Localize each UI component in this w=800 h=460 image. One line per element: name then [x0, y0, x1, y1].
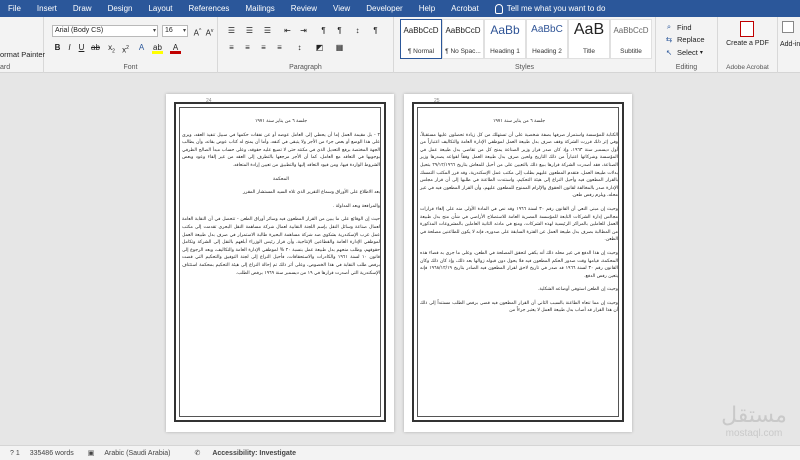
- align-center-icon[interactable]: ≡: [245, 43, 250, 52]
- select-label: Select: [677, 48, 698, 57]
- numbering-icon[interactable]: ☰: [245, 26, 254, 35]
- addins-group: [778, 17, 800, 73]
- page-number: 24: [206, 98, 212, 104]
- search-icon: ⌕: [666, 22, 672, 31]
- replace-icon: ⇆: [665, 35, 673, 44]
- multilevel-list-icon[interactable]: ☰: [263, 26, 272, 35]
- line-spacing-icon[interactable]: ↕: [297, 43, 302, 52]
- page-heading: جلسة ٦ من يناير سنة ١٩٧١: [492, 119, 546, 124]
- font-name-value: Arial (Body CS): [55, 27, 104, 34]
- font-name-combo[interactable]: [52, 25, 158, 37]
- style-name: Heading 1: [490, 48, 520, 55]
- ribbon-tab-bar: [0, 0, 800, 17]
- pdf-icon: [740, 21, 754, 37]
- clipboard-group-label: ard: [0, 64, 11, 71]
- style-heading-2[interactable]: [526, 19, 568, 59]
- shading-icon[interactable]: ◩: [315, 43, 324, 52]
- word-count[interactable]: 335486 words: [29, 449, 74, 457]
- addins-icon: [782, 21, 794, 33]
- accessibility-icon: ✆: [194, 450, 203, 457]
- chevron-down-icon: ▾: [182, 28, 186, 34]
- tab-file[interactable]: File: [8, 4, 21, 13]
- tab-view[interactable]: View: [333, 4, 351, 13]
- clipboard-group: [0, 17, 44, 73]
- tab-review[interactable]: Review: [290, 4, 318, 13]
- page-left[interactable]: [166, 94, 394, 432]
- section-heading: المحكمة: [273, 176, 289, 182]
- sort-icon[interactable]: ↕: [355, 26, 360, 35]
- grow-font-icon[interactable]: A^: [193, 28, 202, 38]
- underline-icon[interactable]: U: [78, 43, 85, 52]
- style-no-spacing[interactable]: [442, 19, 484, 59]
- tab-design[interactable]: Design: [107, 4, 133, 13]
- ribbon: [0, 17, 800, 73]
- watermark-arabic: مستقل: [721, 403, 787, 428]
- paragraph: حيث إن الوقائع على ما يبين من القرار المطعون فيه وسائر أوراق الطعن - تتحصل في أن النقابة العامة لعمال صناعة وسائل النقل بإسم اللجنة النقابية لعمال شركة مساهمة النقل البحري تقدمت إلى مكتب عمل غرب الإسكندرية بشكوى ضد شركة مساهمة البحيرة طالبة الاستمرار في صرف بدل طبيعة العمل لموظفي الإدارة العامة والقطاعين الإنتاجية، وأن قرار رئيس الوزراء أبلغهم بالنقل إلى الشركة وتكامل حقوقهم، وطلب منحهم بدل طبيعة عمل بنسبة ٢٠ % لموظفي الإدارة العامة والتكاليف، وبعد الرجوع إلى قانون ١٠ لسنة ١٩٦١ والكادرات والاستحقاقات، فأحيل النزاع إلى لجنة التوفيق والتحكيم التي قضت برفض طلب النقابة في هذا الخصوص، وعلى أثر ذلك تم إحالة النزاع إلى هيئة التحكيم بمحكمة استئناف الإسكندرية التي أصدرت قرارها في ١٩ من ديسمبر سنة ١٩٦٩ برفض الطلب.: [182, 217, 380, 276]
- paragraph-group: [218, 17, 394, 73]
- style-title[interactable]: [568, 19, 610, 59]
- font-group-label: Font: [123, 64, 138, 71]
- tab-insert[interactable]: Insert: [36, 4, 57, 13]
- font-group: [44, 17, 218, 73]
- font-size-combo[interactable]: [162, 25, 188, 37]
- accessibility-status[interactable]: [185, 449, 296, 457]
- editing-group-label: Editing: [675, 64, 698, 71]
- format-painter-button[interactable]: ormat Painter: [0, 50, 46, 59]
- tell-me-box[interactable]: [495, 4, 606, 14]
- paragraph-group-label: Paragraph: [289, 64, 322, 71]
- status-bar: [0, 445, 800, 460]
- increase-indent-icon[interactable]: ⇥: [300, 26, 307, 35]
- style-preview: AaBbCcD: [403, 26, 439, 35]
- italic-icon[interactable]: I: [68, 43, 71, 52]
- paragraph: بعد الاطلاع على الأوراق وسماع التقرير الذي تلاه السيد المستشار المقرر: [242, 190, 380, 196]
- decrease-indent-icon[interactable]: ⇤: [284, 26, 291, 35]
- paragraph: وحيث إن هذا الدفع في غير محله ذلك أنه يكفي لتحقق المصلحة في الطعن، وعلى ما جرى به قضاء هذه المحكمة، قيامها وقت صدور الحكم المطعون فيه فلا يحول دون قبوله زوالها بعد ذلك، وإذ كان ذلك وكان القانون رقم ٣٠ لسنة ١٩٦٦ قد صدر في تاريخ لاحق لقرار المطعون فيه الصادر بتاريخ ١٩٦٨/١٢/١٩ فإنه يتعين رفض الدفع.: [420, 250, 618, 279]
- page-text: [182, 118, 380, 283]
- find-button[interactable]: [664, 22, 692, 32]
- style-name: Title: [582, 48, 596, 55]
- tab-layout[interactable]: Layout: [148, 4, 173, 13]
- styles-group-label: Styles: [514, 64, 535, 71]
- align-right-icon[interactable]: ≡: [261, 43, 266, 52]
- page-number: 25: [434, 98, 440, 104]
- style-preview: AaBbCcD: [613, 26, 649, 35]
- tab-help[interactable]: Help: [418, 4, 436, 13]
- ltr-direction-icon[interactable]: ¶: [321, 26, 326, 35]
- tell-me-text: Tell me what you want to do: [506, 4, 606, 13]
- superscript-icon[interactable]: $x^2$: [122, 45, 129, 55]
- replace-label: Replace: [677, 35, 705, 44]
- select-button[interactable]: [664, 48, 703, 57]
- bullets-icon[interactable]: ☰: [227, 26, 236, 35]
- style-heading-1[interactable]: [484, 19, 526, 59]
- style-name: ¶ No Spac...: [445, 48, 481, 55]
- page-right[interactable]: [404, 94, 632, 432]
- lightbulb-icon: [495, 4, 503, 14]
- paragraph: وحيث إن مما تنعاه الطاعنة بالسبب الثاني أن القرار المطعون فيه قضى برفض الطلب مستنداً إلى ذلك أن هذا القرار قد أصاب بدل طبيعة العمل لا يعتبر جزءاً من: [420, 300, 618, 314]
- font-color-icon[interactable]: A: [170, 42, 181, 54]
- tab-acrobat[interactable]: Acrobat: [451, 4, 479, 13]
- style-preview: AaBbC: [531, 24, 563, 35]
- text-effects-icon[interactable]: A: [138, 43, 145, 52]
- language-indicator[interactable]: Arabic (Saudi Arabia): [104, 449, 171, 457]
- style-preview: AaB: [573, 21, 605, 38]
- addins-button[interactable]: Add-in: [780, 41, 800, 48]
- style-name: Heading 2: [532, 48, 562, 55]
- tab-developer[interactable]: Developer: [366, 4, 403, 13]
- font-size-value: 16: [165, 27, 173, 34]
- paragraph: ٢ - بل مقيمة العمل إما أن يحطي إلى العامل عوضه أو عن نفقات حكمها في سبيل تنفيذ العقد، ويرى على هذا الوضع أو بعض جزء من الأجر ولا يتبقى في كنفه، وأما أن يمنح له كتاب عوض بقاته، وأن يطالب الجهة المختصة برفع التعديل الذي في مكنته حتى لا تضيع عليه حقوقه، وعلى حساب مبدأ الصالح الطرفي بوجوبها في التعاقد مع العامل، كما أن الأجر مرجعها بالتطرف إلى العقد من غير إلقاء وعود وبعض الشروط الواردة فيها، ومن قيود التعاقد إليها والتطبيق من تعيين إرادة المتعاقد.: [182, 132, 380, 168]
- style-name: Subtitle: [620, 48, 642, 55]
- acrobat-group: [718, 17, 778, 73]
- bold-icon[interactable]: B: [54, 43, 61, 52]
- page-text: [420, 118, 618, 321]
- paragraph: الكتابة للمؤسسة واستمرار صرفها بصفة شخصية على أن تستهلك من كل زيادة تحصلون عليها مستقبلاً، وفي إثر ذلك قررت الشركة وقف صرف بدل طبيعة العمل لموظفي الإدارة العامة والتكاليف اعتباراً من أول ديسمبر سنة ١٩٦٣، وإذ كان صدر قرار وزير الصناعة يمنح كل من تقاضى بدل طبيعة عمل في المؤسسة وشركاتها اعتباراً من ذلك التاريخ ولحين صرف بدل طبيعة العمل وفقاً لقواعد يصدرها وزير الصناعة، فقد أصدرت الشركة قرارها ببيع ذلك بالتعيين على من أحيل للمعاش بتاريخ ٢٩/١٢/١٩٦٦ بتحيل بدلات طبيعة العمل، فتقدم المطعون عليهم بطلب إلى مكتب عمل الإسكندرية، وقد قرر المكتب التمسك بالقرار المطعون فيه وأحيل النزاع إلى هيئة التحكيم، واستندت الطاعنة في طلبها إلى أن قرار مجلس الإدارة صدر بالمخالفة لقانون الحقوق والإلزام الممنوح للمطعون عليهم، وأن القرار المطعون فيه في غير محله، ويلزم رفض طعن.: [420, 132, 618, 199]
- style-preview: AaBb: [490, 23, 520, 37]
- chevron-down-icon: ▾: [152, 28, 156, 34]
- page-indicator[interactable]: ? 1: [10, 449, 20, 457]
- style-preview: AaBbCcD: [445, 26, 481, 35]
- accessibility-label: Accessibility: Investigate: [212, 450, 296, 457]
- tab-references[interactable]: References: [188, 4, 230, 13]
- create-pdf-button[interactable]: Create a PDF: [726, 40, 769, 47]
- style-subtitle[interactable]: [610, 19, 652, 59]
- highlight-icon[interactable]: ab: [153, 43, 162, 52]
- show-marks-icon[interactable]: ¶: [373, 26, 378, 35]
- paragraph: والمرافعة وبعد المداولة .: [332, 203, 380, 209]
- replace-button[interactable]: [664, 35, 705, 44]
- document-area[interactable]: [0, 74, 800, 444]
- watermark-latin: mostaql.com: [725, 428, 783, 439]
- borders-icon[interactable]: ▦: [335, 43, 344, 52]
- align-left-icon[interactable]: ≡: [229, 43, 234, 52]
- rtl-direction-icon[interactable]: ¶: [337, 26, 342, 35]
- strikethrough-icon[interactable]: ab: [91, 43, 100, 52]
- tab-mailings[interactable]: Mailings: [245, 4, 275, 13]
- style-normal[interactable]: [400, 19, 442, 59]
- shrink-font-icon[interactable]: $A^v$: [205, 28, 214, 38]
- vertical-scrollbar[interactable]: [790, 74, 800, 444]
- proofing-icon[interactable]: ▣: [87, 450, 95, 457]
- paragraph: وحيث إن الطعن استوفى أوضاعه الشكلية.: [537, 287, 618, 293]
- chevron-down-icon: ▾: [699, 50, 703, 56]
- styles-gallery: [398, 19, 656, 61]
- style-name: ¶ Normal: [407, 48, 435, 55]
- subscript-icon[interactable]: $x_2$: [108, 43, 115, 55]
- page-heading: جلسة ٦ من يناير سنة ١٩٧١: [254, 119, 308, 124]
- acrobat-group-label: Adobe Acrobat: [726, 64, 769, 71]
- paragraph: وحيث إن مبنى النعي أن القانون رقم ٣٠ لسنة ١٩٦٦ وقد نص في المادة الأولى منه على إلغاء قرارات مجالس إدارة الشركات التابعة للمؤسسة المصرية العامة للاستصلاح الأراضي في شأن منح بدل طبيعة العمل للعاملين بالمراكز الرئيسية لهذه الشركات، ومنع في مادته الثانية العاملين بالمشروعات المذكورة من المطالبة بصرف بدل طبيعة العمل عن الفترة السابقة على صدوره، فإنه لا يكون للطاعنين مصلحة في الطعن.: [420, 206, 618, 243]
- cursor-icon: ↖: [665, 48, 673, 57]
- tab-draw[interactable]: Draw: [72, 4, 92, 13]
- watermark: [714, 404, 794, 439]
- find-label: Find: [677, 22, 692, 32]
- justify-icon[interactable]: ≡: [277, 43, 282, 52]
